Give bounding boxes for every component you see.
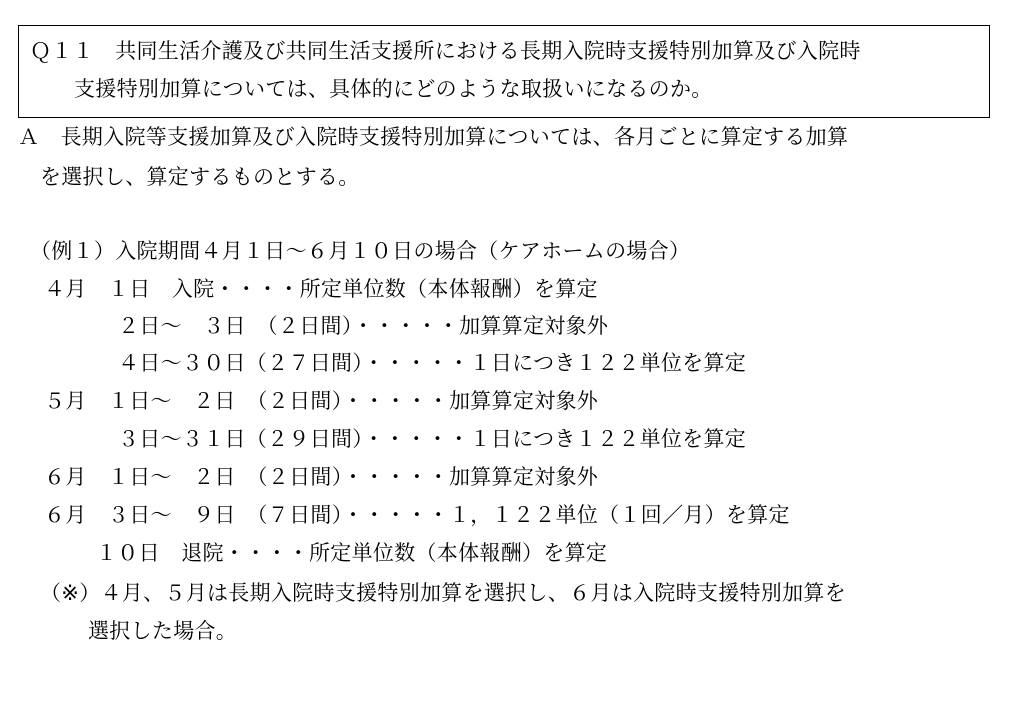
answer-line-1: Ａ 長期入院等支援加算及び入院時支援特別加算については、各月ごとに算定する加算 — [18, 125, 849, 149]
example-row: ３日〜３１日（２９日間）・・・・・１日につき１２２単位を算定 — [118, 427, 747, 451]
example-row: １０日 退院・・・・所定単位数（本体報酬）を算定 — [96, 541, 608, 565]
question-line-2: 支援特別加算については、具体的にどのような取扱いになるのか。 — [74, 77, 713, 101]
question-line-1: Ｑ１１ 共同生活介護及び共同生活支援所における長期入院時支援特別加算及び入院時 — [30, 39, 861, 63]
example-row: ４日〜３０日（２７日間）・・・・・１日につき１２２単位を算定 — [118, 351, 747, 375]
example-row: ５月 １日〜 ２日 （２日間）・・・・・加算算定対象外 — [44, 389, 599, 413]
note-line-2: 選択した場合。 — [88, 619, 238, 643]
example-row: ６月 ３日〜 ９日 （７日間）・・・・・１，１２２単位（１回／月）を算定 — [44, 503, 790, 527]
note-line-1: （※）４月、５月は長期入院時支援特別加算を選択し、６月は入院時支援特別加算を — [40, 581, 846, 605]
example-heading: （例１）入院期間４月１日〜６月１０日の場合（ケアホームの場合） — [30, 239, 691, 263]
answer-line-2: を選択し、算定するものとする。 — [40, 165, 360, 189]
example-row: ４月 １日 入院・・・・所定単位数（本体報酬）を算定 — [44, 277, 598, 301]
example-row: ２日〜 ３日 （２日間）・・・・・加算算定対象外 — [118, 314, 609, 338]
example-row: ６月 １日〜 ２日 （２日間）・・・・・加算算定対象外 — [44, 465, 599, 489]
